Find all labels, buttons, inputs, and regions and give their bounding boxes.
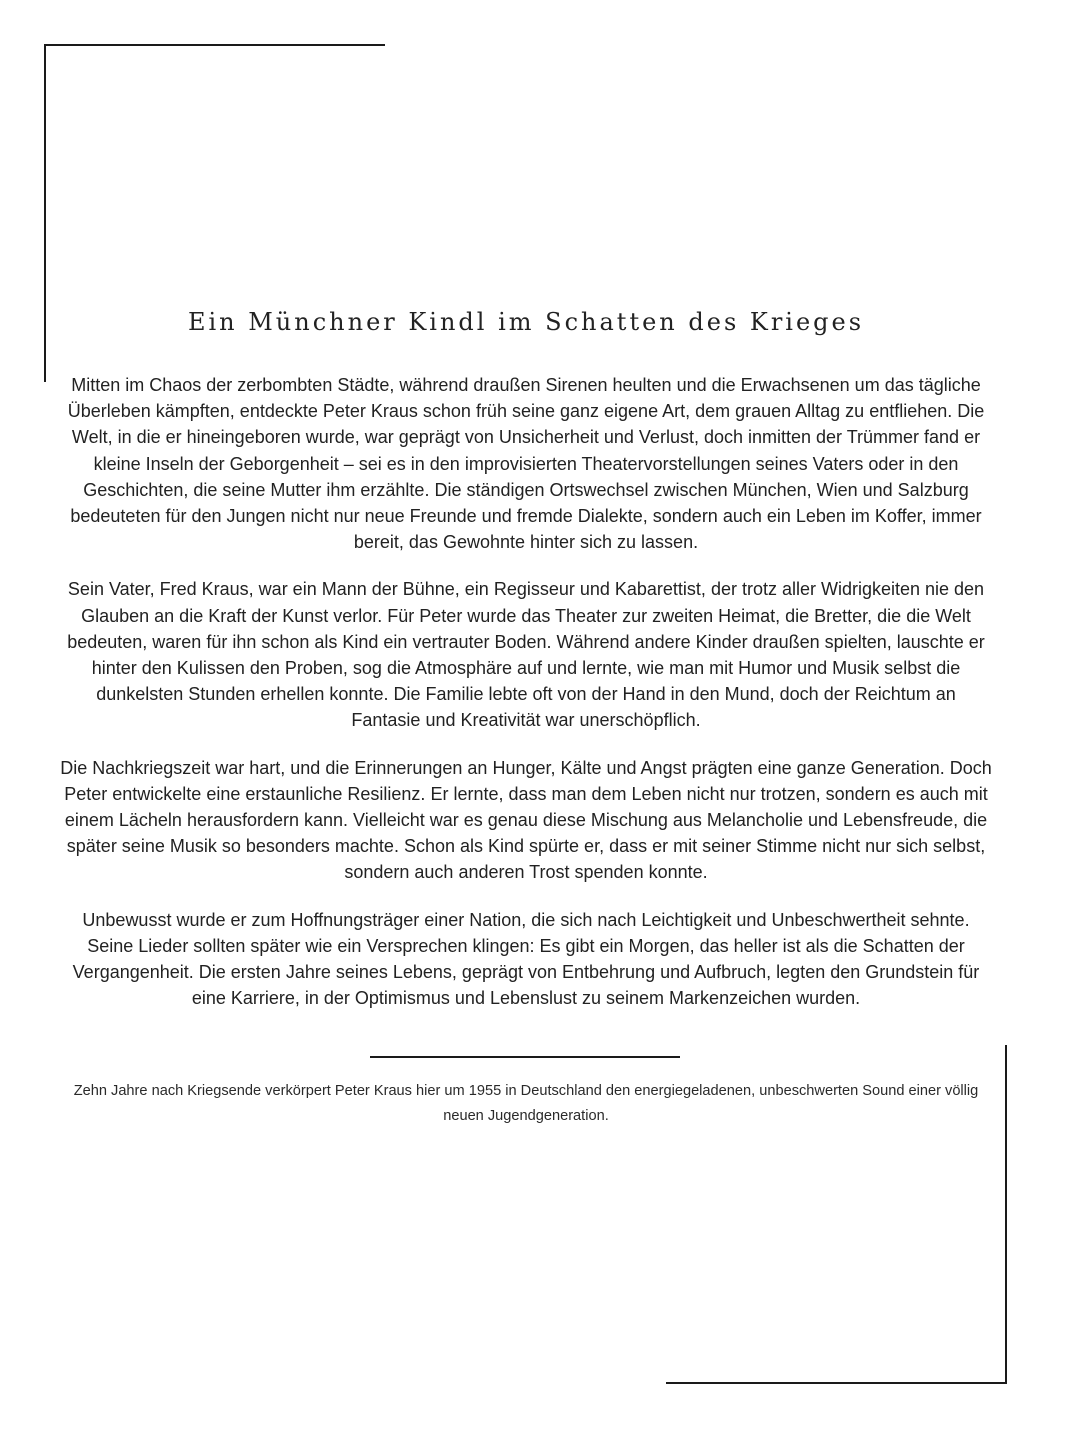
paragraph: Die Nachkriegszeit war hart, und die Erinnerungen an Hunger, Kälte und Angst prägten eine ganze Generation. Doch Peter entwickelte eine erstaunliche Resilienz. Er lernte, dass man dem Leben nicht nur trotzen, sondern es auch mit einem Lächeln herausfordern kann. Vielleicht war es genau diese Mischung aus Melancholie und Lebensfreude, die später seine Musik so besonders machte. Schon als Kind spürte er, dass er mit seiner Stimme nicht nur sich selbst, sondern auch anderen Trost spenden konnte. [60,757,992,883]
photo-caption: Zehn Jahre nach Kriegsende verkörpert Peter Kraus hier um 1955 in Deutschland den energiegeladenen, unbeschwerten Sound einer völlig neuen Jugendgeneration. [73,1083,979,1124]
paragraph: Sein Vater, Fred Kraus, war ein Mann der Bühne, ein Regisseur und Kabarettist, der trotz aller Widrigkeiten nie den Glauben an die Kraft der Kunst verlor. Für Peter wurde das Theater zur zweiten Heimat, die Bretter, die die Welt bedeuten, waren für ihn schon als Kind ein vertrauter Boden. Während andere Kinder draußen spielten, lauschte er hinter den Kulissen den Proben, sog die Atmosphäre auf und lernte, wie man mit Humor und Musik selbst die dunkelsten Stunden erhellen konnte. Die Familie lebte oft von der Hand in den Mund, doch der Reichtum an Fantasie und Kreativität war unerschöpflich. [67,579,985,731]
frame-corner-bottom-right-horizontal [666,1382,1007,1384]
frame-corner-top-left-horizontal [44,44,385,46]
frame-corner-bottom-right-vertical [1005,1045,1007,1384]
caption-divider [370,1056,680,1058]
chapter-body [60,372,992,1032]
paragraph: Mitten im Chaos der zerbombten Städte, während draußen Sirenen heulten und die Erwachsenen um das tägliche Überleben kämpften, entdeckte Peter Kraus schon früh seine ganz eigene Art, dem grauen Alltag zu entfliehen. Die Welt, in die er hineingeboren wurde, war geprägt von Unsicherheit und Verlust, doch inmitten der Trümmer fand er kleine Inseln der Geborgenheit – sei es in den improvisierten Theatervorstellungen seines Vaters oder in den Geschichten, die seine Mutter ihm erzählte. Die ständigen Ortswechsel zwischen München, Wien und Salzburg bedeuteten für den Jungen nicht nur neue Freunde und fremde Dialekte, sondern auch ein Leben im Koffer, immer bereit, das Gewohnte hinter sich zu lassen. [67,375,985,553]
chapter-title: Ein Münchner Kindl im Schatten des Krieges [187,308,865,336]
paragraph: Unbewusst wurde er zum Hoffnungsträger einer Nation, die sich nach Leichtigkeit und Unbeschwertheit sehnte. Seine Lieder sollten später wie ein Versprechen klingen: Es gibt ein Morgen, das heller ist als die Schatten der Vergangenheit. Die ersten Jahre seines Lebens, geprägt von Entbehrung und Aufbruch, legten den Grundstein für eine Karriere, in der Optimismus und Lebenslust zu seinem Markenzeichen wurden. [72,909,980,1009]
